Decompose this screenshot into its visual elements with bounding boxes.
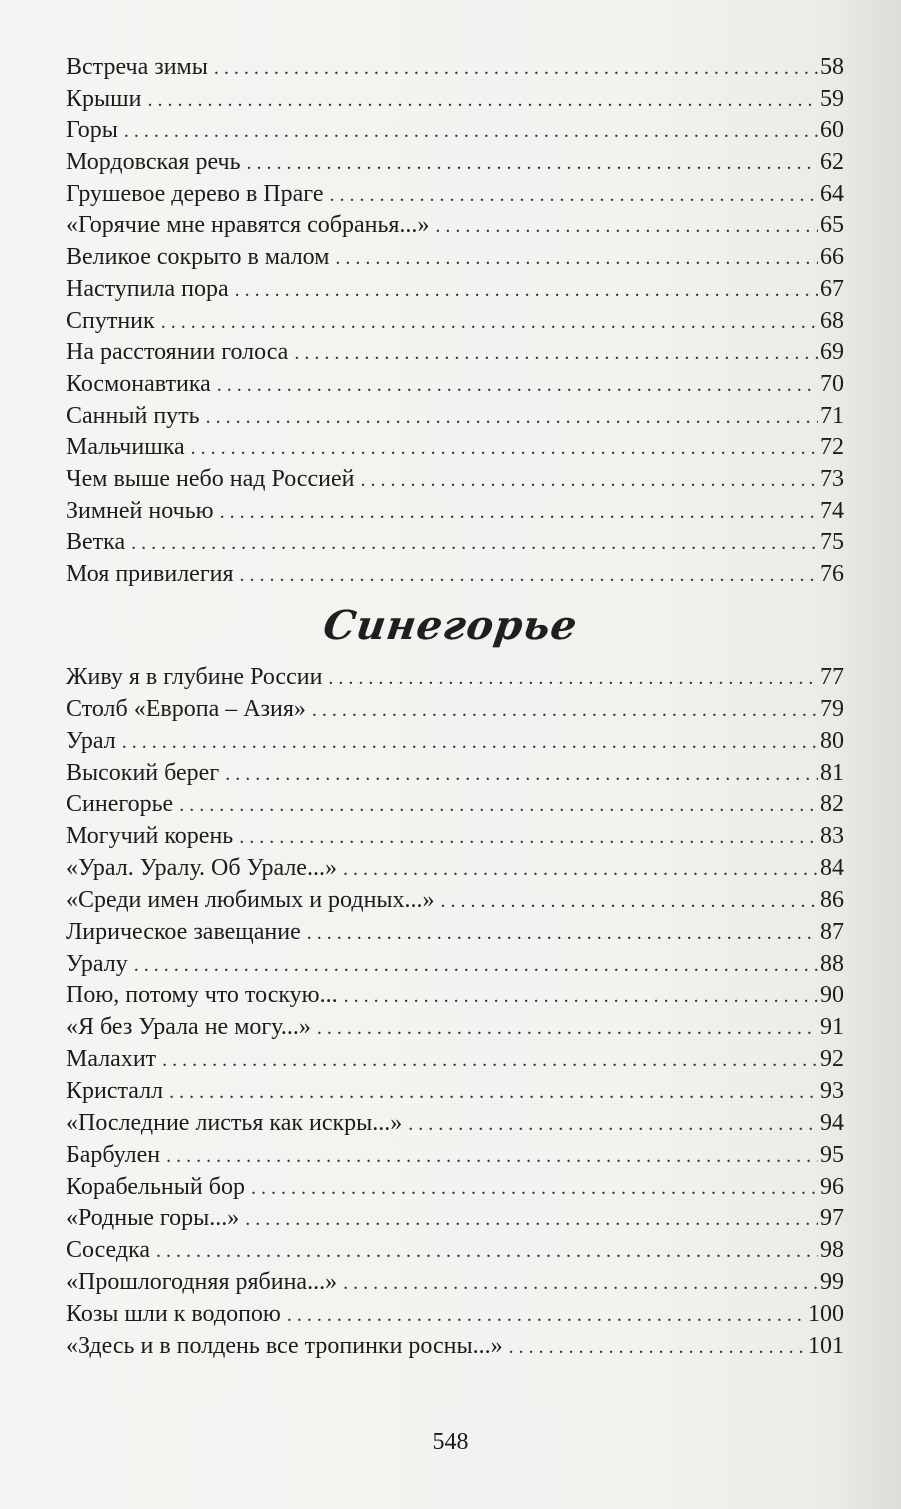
toc-entry-title: Горы <box>66 117 118 144</box>
toc-entry <box>66 115 844 147</box>
toc-entry-page: 99 <box>820 1269 844 1296</box>
toc-entry-title: Чем выше небо над Россией <box>66 465 355 492</box>
toc-entry-title: Синегорье <box>66 791 174 818</box>
toc-entry-title: Моя привилегия <box>66 561 234 587</box>
toc-entry-title: Уралу <box>66 950 128 977</box>
toc-entry-title: «Здесь и в полдень все тропинки росны...» <box>66 1332 503 1359</box>
toc-entry-page: 70 <box>820 370 844 397</box>
toc-dot-leader <box>217 370 818 402</box>
toc-dot-leader <box>335 243 818 275</box>
toc-dot-leader <box>179 790 818 822</box>
toc-dot-leader <box>344 981 818 1013</box>
toc-entry-title: «Горячие мне нравятся собранья...» <box>66 212 430 239</box>
toc-dot-leader <box>239 822 818 854</box>
toc-dot-leader <box>124 116 818 148</box>
toc-entry-title: «Среди имен любимых и родных...» <box>66 886 435 913</box>
toc-entry <box>66 789 844 821</box>
toc-dot-leader <box>408 1109 818 1141</box>
toc-entry-page: 73 <box>820 465 844 492</box>
toc-entry-page: 66 <box>820 244 844 271</box>
toc-entry-title: Кристалл <box>66 1077 164 1104</box>
toc-entry <box>66 1267 844 1299</box>
toc-dot-leader <box>131 528 818 560</box>
toc-entry-title: Барбулен <box>66 1141 161 1168</box>
toc-dot-leader <box>162 1045 818 1077</box>
toc-dot-leader <box>329 180 818 212</box>
toc-entry <box>66 274 844 306</box>
toc-dot-leader <box>147 85 818 117</box>
toc-entry-page: 81 <box>820 759 844 786</box>
toc-entry <box>66 1299 844 1331</box>
toc-entry-page: 72 <box>820 434 844 461</box>
toc-entry-title: Высокий берег <box>66 759 220 786</box>
toc-entry-page: 69 <box>820 339 844 366</box>
toc-dot-leader <box>441 886 818 918</box>
toc-entry <box>66 179 844 211</box>
toc-entry-page: 91 <box>820 1014 844 1041</box>
toc-dot-leader <box>191 433 818 465</box>
toc-entry-title: «Родные горы...» <box>66 1205 240 1232</box>
toc-entry-page: 62 <box>820 149 844 176</box>
toc-entry-page: 94 <box>820 1109 844 1136</box>
toc-dot-leader <box>156 1236 818 1268</box>
toc-dot-leader <box>343 1268 818 1300</box>
toc-entry <box>66 464 844 496</box>
toc-entry-page: 75 <box>820 529 844 556</box>
toc-dot-leader <box>225 759 818 791</box>
toc-entry <box>66 84 844 116</box>
toc-entry-page: 98 <box>820 1237 844 1264</box>
toc-dot-leader <box>245 1204 818 1236</box>
toc-entry <box>66 210 844 242</box>
toc-entry <box>66 758 844 790</box>
toc-entry-title: «Я без Урала не могу...» <box>66 1014 311 1041</box>
toc-dot-leader <box>169 1077 818 1109</box>
toc-entry <box>66 1203 844 1235</box>
toc-entry-title: Соседка <box>66 1237 151 1264</box>
toc-entry-page: 82 <box>820 791 844 818</box>
toc-entry <box>66 1076 844 1108</box>
toc-entry-title: «Последние листья как искры...» <box>66 1109 403 1136</box>
toc-entry-page: 74 <box>820 497 844 524</box>
toc-dot-leader <box>206 402 818 434</box>
toc-entry <box>66 1172 844 1204</box>
toc-dot-leader <box>247 148 818 180</box>
toc-entry-page: 80 <box>820 727 844 754</box>
toc-entry-title: Мордовская речь <box>66 149 241 176</box>
toc-entry-page: 58 <box>820 54 844 80</box>
toc-entry-page: 87 <box>820 918 844 945</box>
toc-dot-leader <box>240 560 818 592</box>
toc-entry-page: 96 <box>820 1173 844 1200</box>
toc-entry-page: 71 <box>820 402 844 429</box>
toc-entry-page: 93 <box>820 1077 844 1104</box>
toc-entry <box>66 1012 844 1044</box>
toc-entry-title: Встреча зимы <box>66 54 208 80</box>
toc-entry-page: 100 <box>808 1300 844 1327</box>
toc-entry-page: 60 <box>820 117 844 144</box>
toc-entry-title: Крыши <box>66 85 142 112</box>
toc-entry-title: Ветка <box>66 529 126 556</box>
toc-entry <box>66 917 844 949</box>
toc-dot-leader <box>220 497 818 529</box>
toc-entry <box>66 306 844 338</box>
toc-dot-leader <box>435 211 818 243</box>
toc-dot-leader <box>343 854 818 886</box>
toc-entry-title: Лирическое завещание <box>66 918 301 945</box>
toc-entry <box>66 337 844 369</box>
toc-entry <box>66 980 844 1012</box>
toc-dot-leader <box>360 465 818 497</box>
toc-entry-page: 77 <box>820 664 844 690</box>
toc-dot-leader <box>214 53 818 85</box>
toc-entry <box>66 662 844 694</box>
toc-entry-page: 76 <box>820 561 844 587</box>
toc-entry-page: 101 <box>808 1332 844 1359</box>
toc-entry-page: 88 <box>820 950 844 977</box>
toc-entry <box>66 694 844 726</box>
toc-entry <box>66 1108 844 1140</box>
toc-entry-title: «Прошлогодняя рябина...» <box>66 1269 338 1296</box>
table-of-contents-bottom <box>66 662 844 1363</box>
toc-entry-page: 90 <box>820 982 844 1009</box>
table-of-contents-top <box>66 52 844 591</box>
toc-entry <box>66 401 844 433</box>
toc-entry-title: Столб «Европа – Азия» <box>66 695 306 722</box>
toc-entry-title: Корабельный бор <box>66 1173 245 1200</box>
toc-entry-title: Урал <box>66 727 116 754</box>
toc-entry-page: 86 <box>820 886 844 913</box>
toc-dot-leader <box>307 918 818 950</box>
toc-entry <box>66 1140 844 1172</box>
toc-entry-page: 64 <box>820 180 844 207</box>
toc-entry-page: 79 <box>820 695 844 722</box>
toc-entry-page: 83 <box>820 823 844 850</box>
toc-entry <box>66 821 844 853</box>
toc-entry-page: 97 <box>820 1205 844 1232</box>
toc-entry-page: 95 <box>820 1141 844 1168</box>
toc-entry <box>66 242 844 274</box>
toc-entry <box>66 527 844 559</box>
toc-entry <box>66 369 844 401</box>
toc-dot-leader <box>251 1173 818 1205</box>
toc-entry-page: 84 <box>820 855 844 882</box>
toc-dot-leader <box>161 307 818 339</box>
toc-entry-page: 65 <box>820 212 844 239</box>
toc-entry-page: 92 <box>820 1046 844 1073</box>
toc-entry-title: Живу я в глубине России <box>66 664 323 690</box>
toc-entry-title: Наступила пора <box>66 275 229 302</box>
toc-dot-leader <box>134 950 818 982</box>
toc-entry-title: Пою, потому что тоскую... <box>66 982 338 1009</box>
toc-entry-title: На расстоянии голоса <box>66 339 289 366</box>
toc-dot-leader <box>317 1013 818 1045</box>
toc-entry <box>66 726 844 758</box>
toc-entry <box>66 853 844 885</box>
toc-dot-leader <box>509 1332 806 1364</box>
toc-entry <box>66 1331 844 1363</box>
toc-entry-title: Грушевое дерево в Праге <box>66 180 324 207</box>
toc-entry <box>66 1044 844 1076</box>
toc-entry <box>66 1235 844 1267</box>
toc-entry-title: Козы шли к водопою <box>66 1300 281 1327</box>
toc-entry <box>66 949 844 981</box>
toc-dot-leader <box>122 727 818 759</box>
toc-entry-title: Великое сокрыто в малом <box>66 244 330 271</box>
toc-dot-leader <box>294 338 818 370</box>
toc-entry-page: 68 <box>820 307 844 334</box>
toc-entry-title: Мальчишка <box>66 434 185 461</box>
toc-entry-title: Космонавтика <box>66 370 211 397</box>
toc-entry-title: Зимней ночью <box>66 497 214 524</box>
toc-entry <box>66 885 844 917</box>
toc-dot-leader <box>287 1300 806 1332</box>
toc-entry <box>66 52 844 84</box>
toc-entry-page: 67 <box>820 275 844 302</box>
toc-dot-leader <box>328 663 818 695</box>
toc-entry-title: Санный путь <box>66 402 200 429</box>
toc-entry-page: 59 <box>820 85 844 112</box>
toc-entry-title: Могучий корень <box>66 823 234 850</box>
page-number: 548 <box>432 1429 469 1455</box>
toc-entry <box>66 432 844 464</box>
toc-entry-title: Спутник <box>66 307 155 334</box>
toc-entry-title: «Урал. Уралу. Об Урале...» <box>66 855 337 882</box>
toc-dot-leader <box>235 275 818 307</box>
toc-entry-title: Малахит <box>66 1046 157 1073</box>
toc-dot-leader <box>312 695 818 727</box>
toc-dot-leader <box>166 1141 818 1173</box>
toc-entry <box>66 496 844 528</box>
section-title: Синегорье <box>320 602 581 649</box>
toc-entry <box>66 147 844 179</box>
toc-entry <box>66 559 844 591</box>
